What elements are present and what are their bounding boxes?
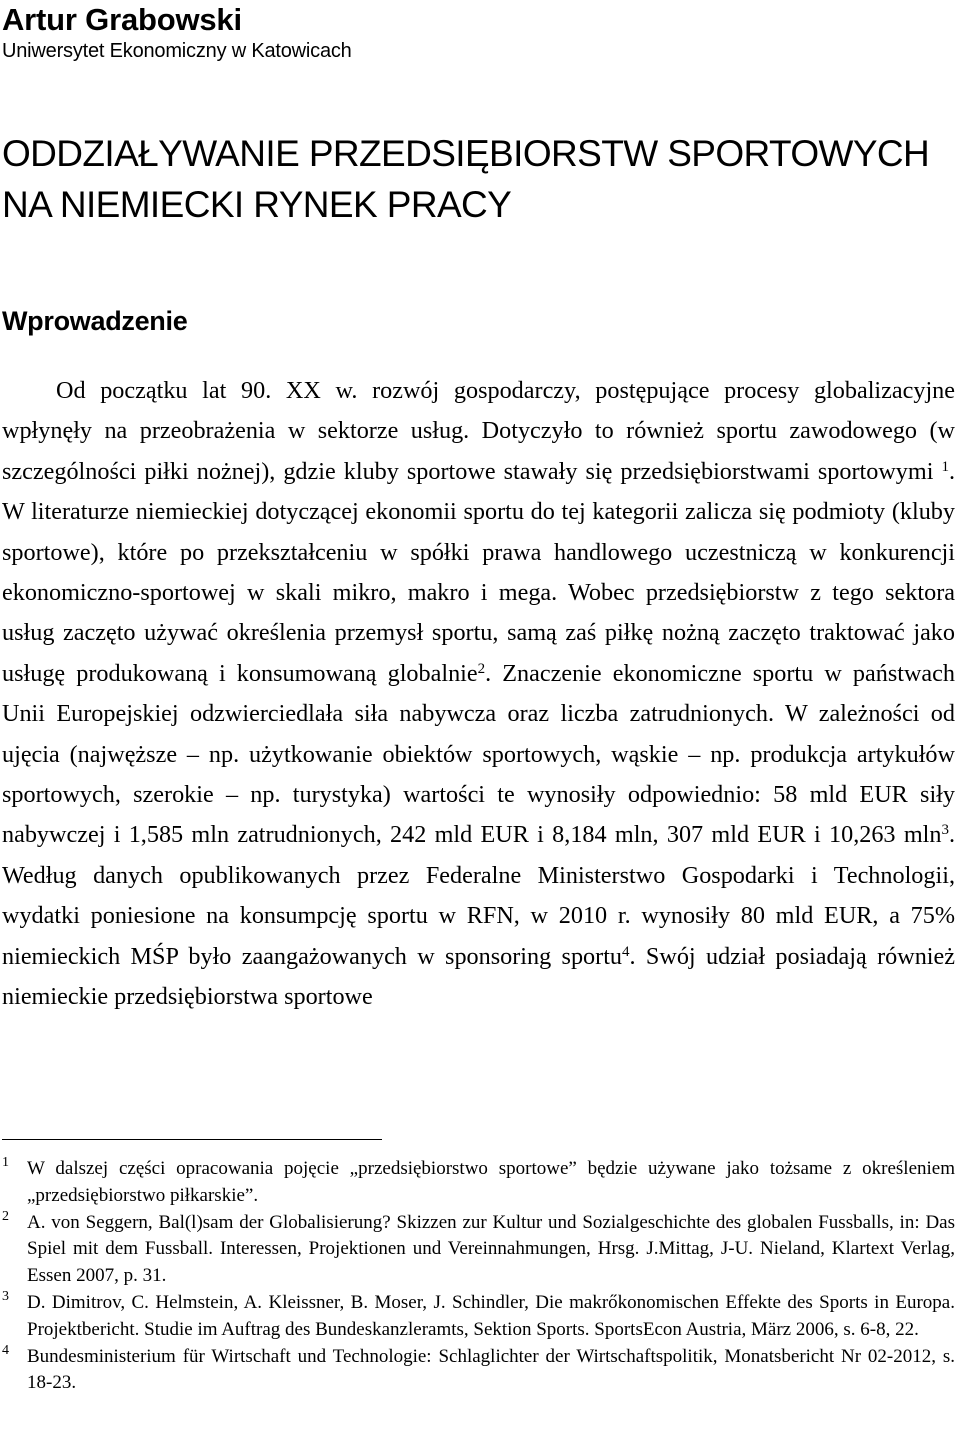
footnote-reference: 1 [941, 458, 949, 475]
footnote-item [2, 1210, 955, 1290]
footnote-item [2, 1290, 955, 1344]
section-heading: Wprowadzenie [2, 306, 188, 336]
footnote-text: D. Dimitrov, C. Helmstein, A. Kleissner, B. Moser, J. Schindler, Die makrőkonomischen Effekte des Sports in Europa. Projektbericht. Studie im Auftrag des Bundeskanzleramts, Sektion Sports. SportsEcon Austria, März 2006, s. 6-8, 22. [27, 1291, 955, 1340]
footnote-item [2, 1156, 955, 1210]
footnote-reference: 4 [622, 943, 630, 960]
footnote-number: 4 [2, 1342, 9, 1358]
body-segment: . Swój udział posiadają również niemieckie przedsiębiorstwa sportowe [2, 942, 955, 1011]
paper-title: ODDZIAŁYWANIE PRZEDSIĘBIORSTW SPORTOWYCH NA NIEMIECKI RYNEK PRACY [2, 133, 930, 225]
footnote-text: A. von Seggern, Bal(l)sam der Globalisierung? Skizzen zur Kultur und Sozialgeschichte des globalen Fussballs, in: Das Spiel mit dem Fussball. Interessen, Projektionen und Vereinnahmungen, Hrsg. J.Mittag, J-U. Nieland, Klartext Verlag, Essen 2007, p. 31. [27, 1211, 955, 1287]
footnote-text: W dalszej części opracowania pojęcie „przedsiębiorstwo sportowe” będzie używane jako tożsame z określeniem „przedsiębiorstwo piłkarskie”. [27, 1158, 955, 1206]
body-segment: . Według danych opublikowanych przez Federalne Ministerstwo Gospodarki i Technologii, wydatki poniesione na konsumpcję sportu w RFN, w 2010 r. wynosiły 80 mld EUR, a 75% niemieckich MŚP było zaangażowanych w sponsoring sportu [2, 821, 955, 970]
footnote-number: 2 [2, 1208, 9, 1224]
footnote-reference: 2 [477, 660, 486, 677]
footnote-text: Bundesministerium für Wirtschaft und Technologie: Schlaglichter der Wirtschaftspolitik, Monatsbericht Nr 02-2012, s. 18-23. [27, 1345, 955, 1394]
footnote-number: 3 [2, 1288, 9, 1304]
footnote-reference: 3 [941, 822, 949, 839]
footnote-item [2, 1344, 955, 1398]
body-segment: . W literaturze niemieckiej dotyczącej ekonomii sportu do tej kategorii zalicza się podmioty (kluby sportowe), które po przekształceniu w spółki prawa handlowego uczestniczą w konkurencji ekonomiczno-sportowej w skali mikro, makro i mega. Wobec przedsiębiorstw z tego sektora usług zaczęto używać określenia przemysł sportu, samą zaś piłkę nożną zaczęto traktować jako usługę produkowaną i konsumowaną globalnie [2, 457, 955, 687]
footnote-separator [2, 1139, 382, 1140]
body-paragraph [2, 371, 955, 1018]
body-segment: Od początku lat 90. XX w. rozwój gospodarczy, postępujące procesy globalizacyjne wpłynęły na przeobrażenia w sektorze usług. Dotyczyło to również sportu zawodowego (w szczególności piłki nożnej), gdzie kluby sportowe stawały się przedsiębiorstwami sportowymi [2, 377, 955, 485]
author-affiliation: Uniwersytet Ekonomiczny w Katowicach [2, 40, 352, 62]
footnotes [2, 1156, 955, 1397]
footnote-number: 1 [2, 1155, 9, 1170]
body-text [2, 371, 955, 1018]
author-name: Artur Grabowski [2, 2, 242, 37]
body-segment: . Znaczenie ekonomiczne sportu w państwach Unii Europejskiej odzwierciedlała siła nabywcza oraz liczba zatrudnionych. W zależności od ujęcia (najwęższe – np. użytkowanie obiektów sportowych, wąskie – np. produkcja artykułów sportowych, szerokie – np. turystyka) wartości te wynosiły odpowiednio: 58 mld EUR siły nabywczej i 1,585 mln zatrudnionych, 242 mld EUR i 8,184 mln, 307 mld EUR i 10,263 mln [2, 659, 955, 849]
